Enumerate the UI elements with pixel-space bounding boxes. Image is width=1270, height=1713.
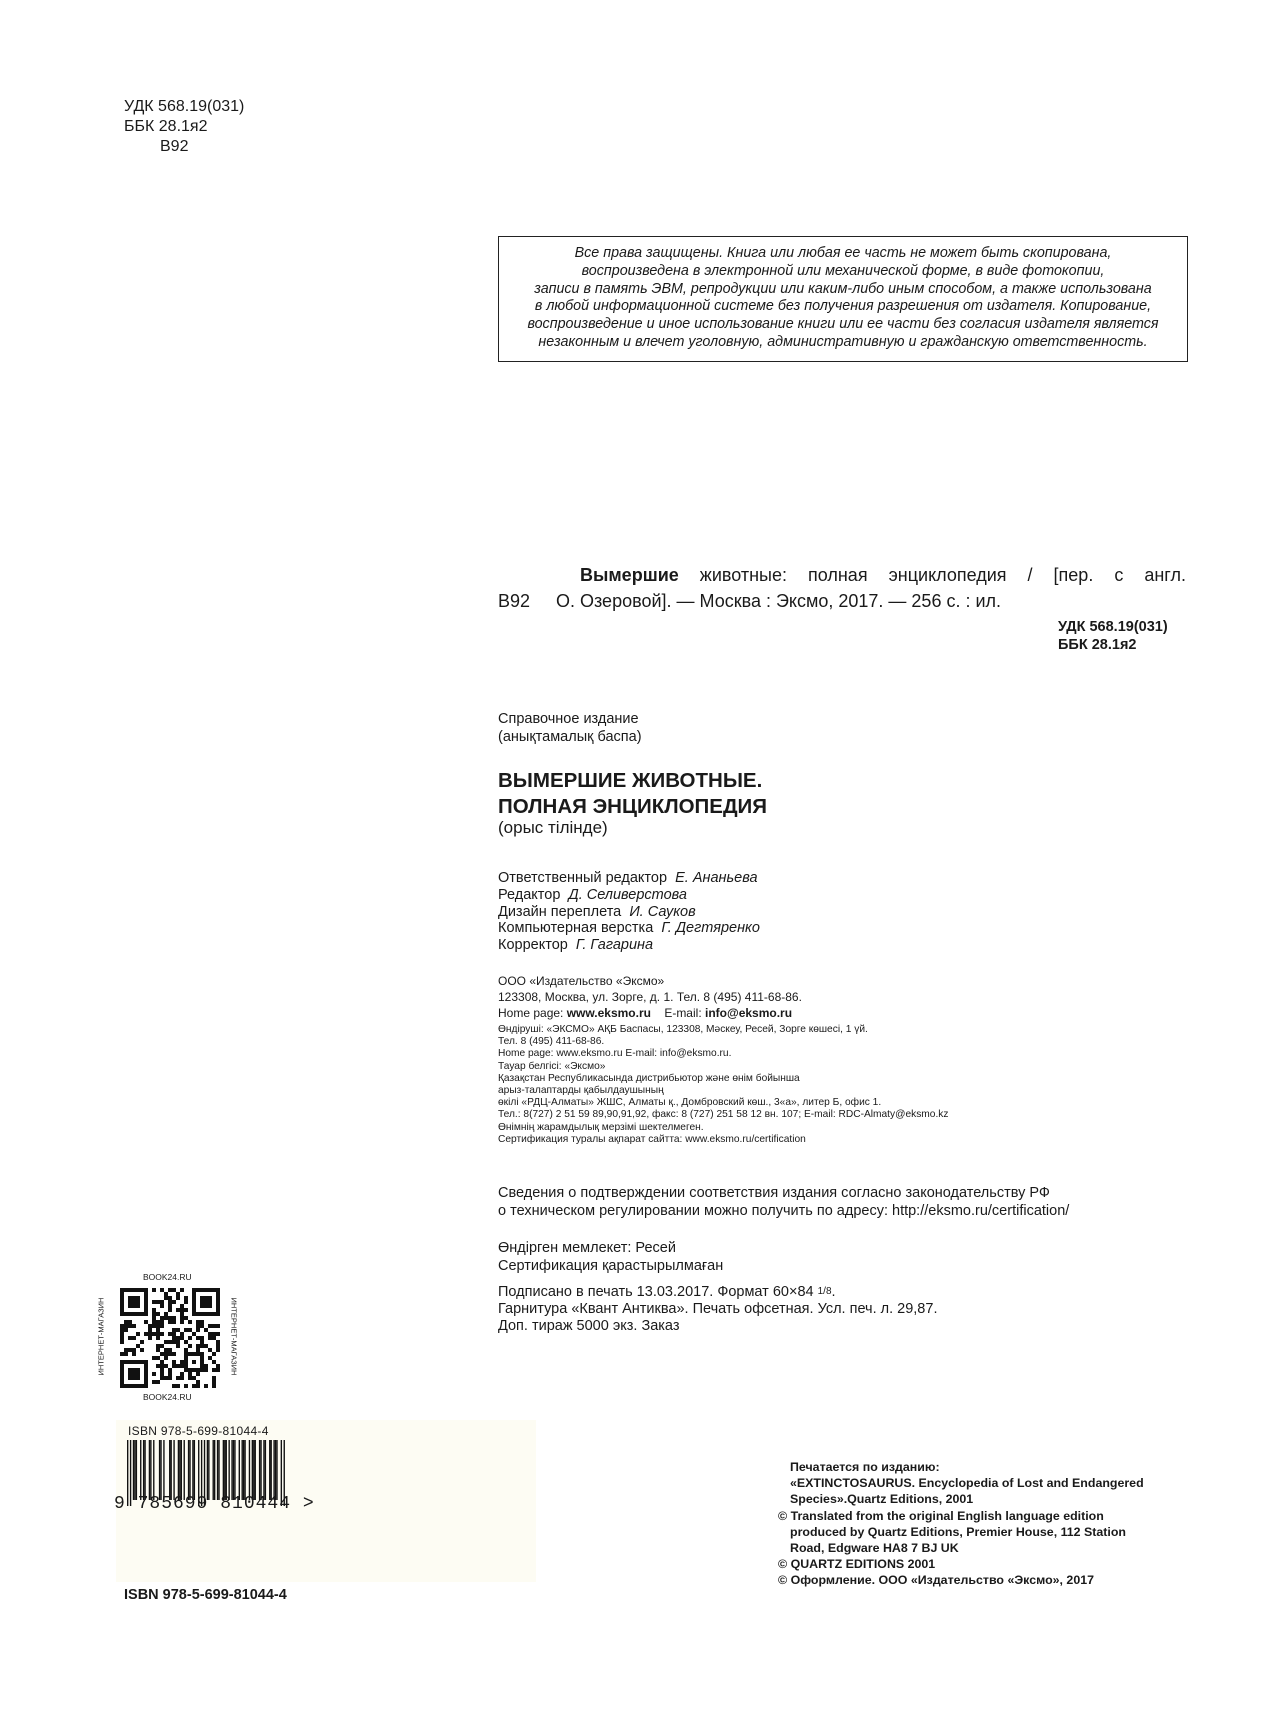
kz-line: Тел.: 8(727) 2 51 59 89,90,91,92, факс: 8 (727) 251 58 12 вн. 107; E-mail: RDC-Almaty@eksmo.kz <box>498 1109 949 1121</box>
edition-type-ru: Справочное издание <box>498 711 639 727</box>
qr-code-icon[interactable] <box>120 1288 220 1388</box>
isbn-large: ISBN 978-5-699-81044-4 <box>124 1587 287 1603</box>
kz-line: Тауар белгісі: «Эксмо» <box>498 1060 606 1072</box>
biblio-udk: УДК 568.19(031) <box>1058 619 1168 635</box>
kz-line: Home page: www.eksmo.ru E-mail: info@eksmo.ru. <box>498 1048 732 1060</box>
biblio-word: энциклопедия <box>888 565 1007 585</box>
biblio-word: англ. <box>1144 565 1186 585</box>
barcode-digits: 9 785699 810444 > <box>114 1494 315 1514</box>
kazakh-info-block <box>498 1024 948 1146</box>
publisher-address: 123308, Москва, ул. Зорге, д. 1. Тел. 8 (495) 411-68-86. <box>498 990 802 1004</box>
credit-line: «EXTINCTOSAURUS. Encyclopedia of Lost and Endangered <box>790 1476 1144 1491</box>
publisher-info <box>498 973 802 1021</box>
kz-line: арыз-талаптарды қабылдаушының <box>498 1085 664 1097</box>
author-mark: В92 <box>160 138 189 155</box>
bibliographic-record <box>498 562 1186 654</box>
original-edition-credits <box>778 1459 1144 1589</box>
staff-name: И. Сауков <box>629 903 696 920</box>
print-info <box>498 1283 937 1336</box>
staff-name: Д. Селиверстова <box>568 886 687 903</box>
biblio-imprint: О. Озеровой]. — Москва : Эксмо, 2017. — 256 с. : ил. <box>556 591 1002 611</box>
staff-role: Дизайн переплета <box>498 903 622 920</box>
kz-line: Тел. 8 (495) 411-68-86. <box>498 1036 605 1048</box>
biblio-line-1 <box>498 562 1186 588</box>
staff-row <box>498 920 760 937</box>
qr-top-label: BOOK24.RU <box>143 1272 192 1282</box>
country-line: Өндірген мемлекет: Ресей <box>498 1240 676 1256</box>
print-signed-text: Подписано в печать 13.03.2017. Формат 60×84 <box>498 1284 818 1300</box>
staff-list <box>498 870 760 954</box>
print-signed-end: . <box>831 1284 836 1300</box>
kz-line: Өнімнің жарамдылық мерзімі шектелмеген. <box>498 1121 704 1133</box>
kz-line: Өндіруші: «ЭКСМО» АҚБ Баспасы, 123308, Мәскеу, Ресей, Зорге көшесі, 1 үй. <box>498 1024 868 1035</box>
book-title-line-2: ПОЛНАЯ ЭНЦИКЛОПЕДИЯ <box>498 795 768 818</box>
rights-line: в любой информационной системе без получения разрешения от издателя. Копирование, <box>534 298 1152 315</box>
isbn-small: ISBN 978-5-699-81044-4 <box>128 1424 269 1438</box>
publisher-contacts <box>498 1005 802 1021</box>
edition-type <box>498 710 642 746</box>
kz-line: Қазақстан Республикасында дистрибьютор және өнім бойынша <box>498 1072 800 1084</box>
kz-line: Сертификация туралы ақпарат сайтта: www.eksmo.ru/certification <box>498 1133 806 1145</box>
rights-line: записи в память ЭВМ, репродукции или каким-либо иным способом, а также использована <box>534 280 1152 297</box>
rights-line: воспроизведение и иное использование книги или ее части без согласия издателя является <box>527 316 1159 333</box>
book-title <box>498 768 767 820</box>
home-page-link: www.eksmo.ru <box>566 1006 651 1020</box>
staff-row <box>498 870 760 887</box>
credit-line: Species».Quartz Editions, 2001 <box>790 1492 974 1507</box>
biblio-line-2 <box>498 588 1186 614</box>
biblio-word: [пер. <box>1053 565 1094 585</box>
email-link: info@eksmo.ru <box>705 1006 793 1020</box>
country-info <box>498 1239 723 1275</box>
staff-role: Компьютерная верстка <box>498 920 654 937</box>
staff-row <box>498 904 760 921</box>
rights-line: воспроизведена в электронной или механической форме, в виде фотокопии, <box>581 262 1105 279</box>
qr-side-label-left: ИНТЕРНЕТ-МАГАЗИН <box>96 1297 106 1376</box>
credit-line: © QUARTZ EDITIONS 2001 <box>778 1557 936 1572</box>
publisher-name: ООО «Издательство «Эксмо» <box>498 974 665 988</box>
print-run: Доп. тираж 5000 экз. Заказ <box>498 1318 680 1335</box>
print-typeface: Гарнитура «Квант Антиква». Печать офсетная. Усл. печ. л. 29,87. <box>498 1301 938 1318</box>
credit-line: © Translated from the original English language edition <box>778 1508 1104 1523</box>
certification-line: о техническом регулировании можно получить по адресу: http://eksmo.ru/certification/ <box>498 1203 1070 1219</box>
title-language: (орыс тілінде) <box>498 818 608 837</box>
staff-name: Г. Гагарина <box>575 937 654 954</box>
credit-line: Печатается по изданию: <box>790 1460 940 1474</box>
credit-line: produced by Quartz Editions, Premier House, 112 Station <box>790 1524 1126 1539</box>
biblio-word: с <box>1114 565 1124 585</box>
biblio-author-mark: В92 <box>498 591 531 611</box>
country-line: Сертификация қарастырылмаған <box>498 1258 724 1274</box>
certification-info <box>498 1184 1069 1220</box>
biblio-index <box>1058 618 1186 654</box>
biblio-headword: Вымершие <box>580 565 679 585</box>
rights-line: Все права защищены. Книга или любая ее часть не может быть скопирована, <box>574 245 1112 261</box>
biblio-word: животные: <box>699 565 787 585</box>
staff-row <box>498 887 760 904</box>
udk-code: УДК 568.19(031) <box>124 98 245 115</box>
staff-name: Е. Ананьева <box>675 870 758 886</box>
print-signed <box>498 1283 937 1301</box>
rights-notice-box <box>498 236 1188 362</box>
biblio-word: полная <box>808 565 868 585</box>
home-page-label: Home page: <box>498 1006 564 1020</box>
certification-line: Сведения о подтверждении соответствия издания согласно законодательству РФ <box>498 1185 1050 1201</box>
qr-bottom-label: BOOK24.RU <box>143 1392 192 1402</box>
format-fraction: 1/8 <box>817 1286 832 1297</box>
email-label: E-mail: <box>664 1006 702 1020</box>
book-title-line-1: ВЫМЕРШИЕ ЖИВОТНЫЕ. <box>498 769 763 792</box>
staff-name: Г. Дегтяренко <box>661 920 760 937</box>
biblio-word: / <box>1027 565 1033 585</box>
kz-line: өкілі «РДЦ-Алматы» ЖШС, Алматы қ., Домбровский көш., 3«а», литер Б, офис 1. <box>498 1097 882 1109</box>
staff-row <box>498 937 760 954</box>
credit-line: © Оформление. ООО «Издательство «Эксмо», 2017 <box>778 1573 1094 1588</box>
udk-block <box>124 97 244 157</box>
edition-type-kz: (анықтамалық баспа) <box>498 729 642 745</box>
staff-role: Редактор <box>498 886 561 903</box>
staff-role: Ответственный редактор <box>498 870 668 886</box>
biblio-bbk: ББК 28.1я2 <box>1058 637 1137 653</box>
qr-side-label-right: ИНТЕРНЕТ-МАГАЗИН <box>229 1297 239 1376</box>
staff-role: Корректор <box>498 937 568 954</box>
rights-line: незаконным и влечет уголовную, административную и гражданскую ответственность. <box>538 333 1148 350</box>
credit-line: Road, Edgware HA8 7 BJ UK <box>790 1541 959 1556</box>
bbk-code: ББК 28.1я2 <box>124 118 208 135</box>
